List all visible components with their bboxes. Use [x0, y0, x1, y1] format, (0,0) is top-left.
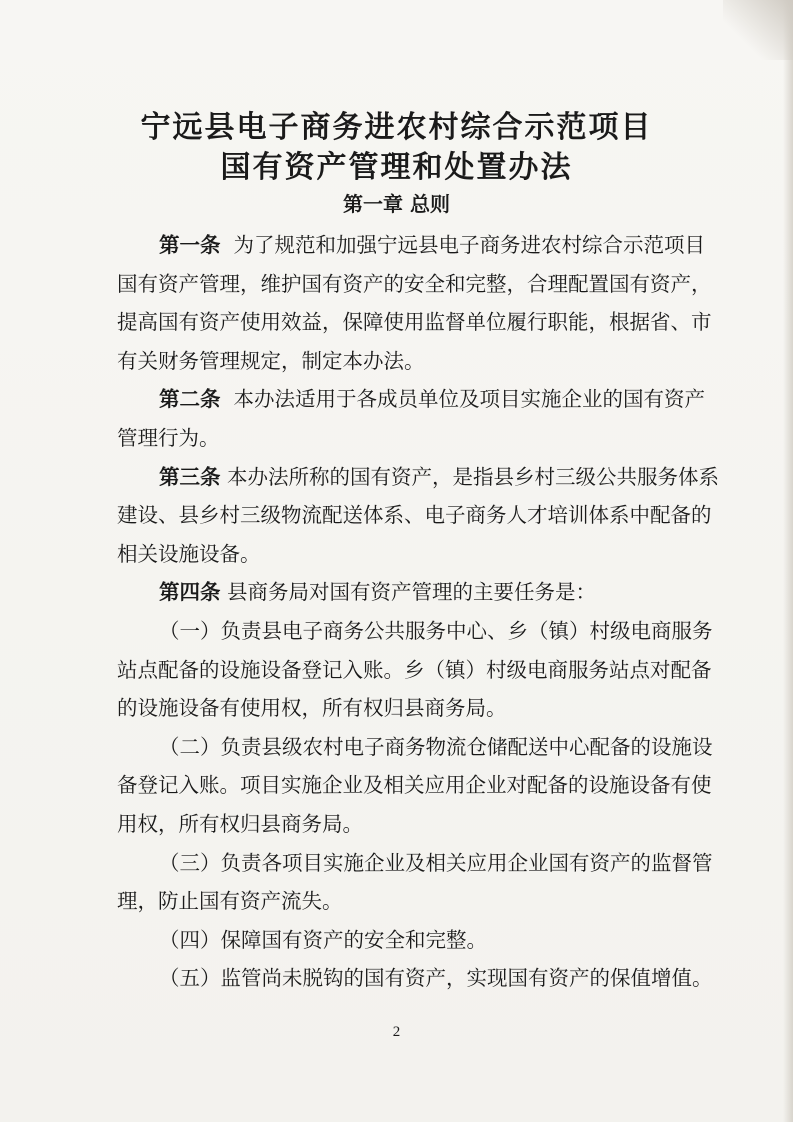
item-2-line-2: 备登记入账。项目实施企业及相关应用企业对配备的设施设备有使 — [117, 773, 712, 798]
chapter-heading: 第一章 总则 — [343, 192, 450, 216]
item-1-line-3: 的设施设备有使用权，所有权归县商务局。 — [117, 696, 507, 721]
item-1-line-2: 站点配备的设施设备登记入账。乡（镇）村级电商服务站点对配备 — [117, 657, 712, 682]
item-3-line-1: （三）负责各项目实施企业及相关应用企业国有资产的监督管 — [159, 850, 713, 875]
document-title-line-1: 宁远县电子商务进农村综合示范项目 — [140, 110, 653, 145]
article-2-line-1 — [117, 380, 717, 419]
article-4-text: 县商务局对国有资产管理的主要任务是： — [227, 580, 597, 605]
article-3-line-1 — [117, 458, 720, 497]
item-4-line-1: （四）保障国有资产的安全和完整。 — [159, 927, 487, 952]
document-body — [117, 226, 720, 998]
article-1-text: 为了规范和加强宁远县电子商务进农村综合示范项目 — [233, 233, 706, 257]
article-2-label: 第二条 — [159, 387, 221, 412]
item-2-line-3: 用权，所有权归县商务局。 — [117, 811, 363, 836]
page-number: 2 — [392, 1024, 401, 1040]
article-1-label: 第一条 — [159, 233, 221, 257]
article-1-line-2: 国有资产管理，维护国有资产的安全和完整，合理配置国有资产， — [117, 271, 712, 296]
item-5-line-1: （五）监管尚未脱钩的国有资产，实现国有资产的保值增值。 — [159, 966, 713, 991]
article-3-label: 第三条 — [159, 464, 221, 489]
article-3-line-2: 建设、县乡村三级物流配送体系、电子商务人才培训体系中配备的 — [117, 503, 712, 528]
article-1-line-3: 提高国有资产使用效益，保障使用监督单位履行职能，根据省、市 — [117, 310, 712, 335]
article-3-text: 本办法所称的国有资产，是指县乡村三级公共服务体系 — [227, 464, 720, 489]
document-title-line-2: 国有资产管理和处置办法 — [220, 150, 573, 185]
article-1-line-1 — [117, 226, 717, 265]
article-4-label: 第四条 — [159, 580, 221, 605]
item-1-line-1: （一）负责县电子商务公共服务中心、乡（镇）村级电商服务 — [159, 618, 713, 643]
article-2-line-2: 管理行为。 — [117, 425, 220, 450]
page-corner-shadow — [723, 0, 793, 60]
article-1-line-4: 有关财务管理规定，制定本办法。 — [117, 348, 425, 373]
item-2-line-1: （二）负责县级农村电子商务物流仓储配送中心配备的设施设 — [159, 734, 713, 759]
article-2-text: 本办法适用于各成员单位及项目实施企业的国有资产 — [233, 387, 706, 412]
item-3-line-2: 理，防止国有资产流失。 — [117, 889, 343, 914]
article-4-line-1 — [117, 573, 717, 612]
article-3-line-3: 相关设施设备。 — [117, 541, 261, 566]
